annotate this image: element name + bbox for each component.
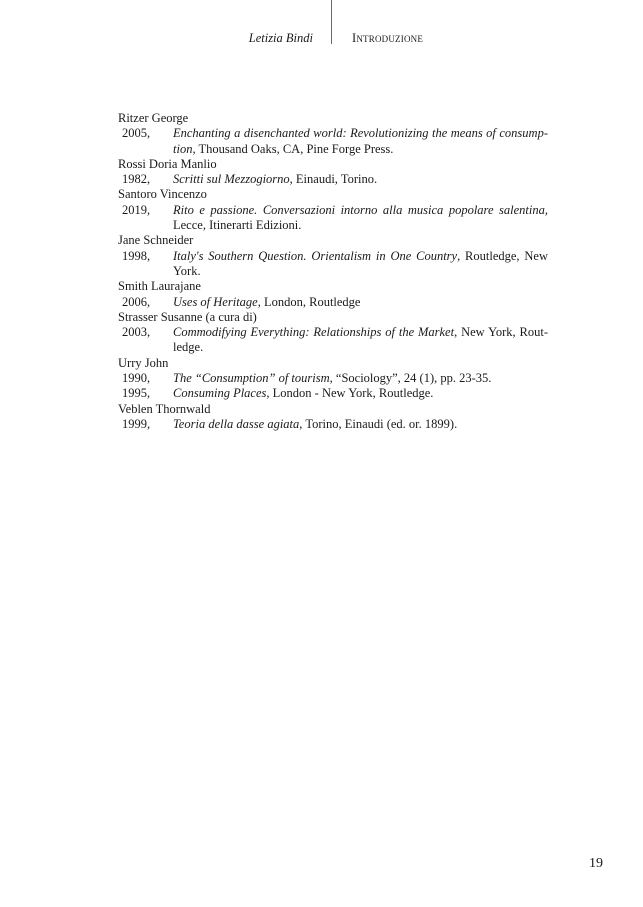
entry-reference (173, 172, 548, 187)
bibliography-author: Strasser Susanne (a cura di) (118, 309, 257, 324)
entry-publication-info: , London - New York, Routledge. (266, 386, 434, 401)
bibliography-entry (118, 126, 548, 157)
entry-year: 1999, (122, 416, 151, 431)
page-number: 19 (589, 856, 603, 871)
bibliography-entry (118, 417, 548, 432)
entry-reference (173, 371, 548, 386)
bibliography-author: Veblen Thornwald (118, 401, 211, 416)
entry-year: 2019, (122, 202, 151, 217)
bibliography-author-group (118, 157, 548, 188)
entry-year: 1990, (122, 371, 151, 386)
bibliography-entry (118, 325, 548, 356)
entry-title: Teoria della dasse agiata (173, 416, 300, 431)
entry-publication-info: , Thousand Oaks, CA, Pine Forge Press. (192, 141, 394, 156)
bibliography-author-group (118, 310, 548, 356)
entry-title: Uses of Heritage (173, 294, 258, 309)
entry-publication-info: , Einaudi, Torino. (289, 172, 378, 187)
entry-year: 1982, (122, 172, 151, 187)
bibliography-author: Santoro Vincenzo (118, 187, 207, 202)
bibliography-author-group (118, 279, 548, 310)
entry-title: Commodifying Everything: Relationships of the Market (173, 325, 455, 340)
entry-year: 1995, (122, 386, 151, 401)
bibliography-entry (118, 295, 548, 310)
entry-title: Rito e passione. Conversazioni intorno alla musica popolare salentina (173, 202, 545, 217)
entry-title: Scritti sul Mezzogiorno (173, 172, 290, 187)
entry-title: Consuming Places (173, 386, 267, 401)
bibliography-author: Urry John (118, 355, 169, 370)
entry-reference (173, 249, 548, 280)
header-author: Letizia Bindi (248, 31, 313, 45)
bibliography-entry (118, 172, 548, 187)
entry-reference (173, 295, 548, 310)
entry-reference (173, 417, 548, 432)
bibliography-author-group (118, 187, 548, 233)
entry-title: The “Consumption” of tourism (173, 371, 330, 386)
bibliography-entry (118, 203, 548, 234)
bibliography-entry (118, 386, 548, 401)
entry-year: 2005, (122, 126, 151, 141)
entry-publication-info: , Lecce, Itinerarti Edizioni. (173, 202, 548, 233)
bibliography-author: Jane Schneider (118, 233, 194, 248)
bibliography-author: Rossi Doria Manlio (118, 156, 217, 171)
entry-publication-info: , London, Routledge (257, 294, 361, 309)
entry-title: Enchanting a disenchanted world: Revolutionizing the means of consumption (173, 126, 548, 156)
bibliography-entry (118, 371, 548, 386)
entry-year: 2003, (122, 325, 151, 340)
bibliography-author: Ritzer George (118, 111, 189, 125)
entry-year: 1998, (122, 248, 151, 263)
entry-reference (173, 203, 548, 234)
bibliography-author: Smith Laurajane (118, 279, 201, 294)
entry-title: Italy's Southern Question. Orientalism in One Country (173, 248, 458, 263)
bibliography-author-group (118, 356, 548, 402)
bibliography-author-group (118, 233, 548, 279)
header-section-title: Introduzione (352, 31, 424, 45)
bibliography-author-group (118, 402, 548, 433)
entry-reference (173, 325, 548, 356)
entry-reference (173, 126, 548, 157)
entry-publication-info: , Routledge, New York. (173, 248, 548, 278)
entry-reference (173, 386, 548, 401)
bibliography-author-group (118, 111, 548, 157)
entry-publication-info: , New York, Routledge. (173, 325, 548, 355)
bibliography-list (118, 111, 548, 432)
running-header (0, 0, 643, 50)
bibliography-entry (118, 249, 548, 280)
header-divider (331, 0, 332, 44)
entry-year: 2006, (122, 294, 151, 309)
entry-publication-info: , Torino, Einaudi (ed. or. 1899). (299, 416, 458, 431)
entry-publication-info: , “Sociology”, 24 (1), pp. 23-35. (329, 371, 492, 386)
